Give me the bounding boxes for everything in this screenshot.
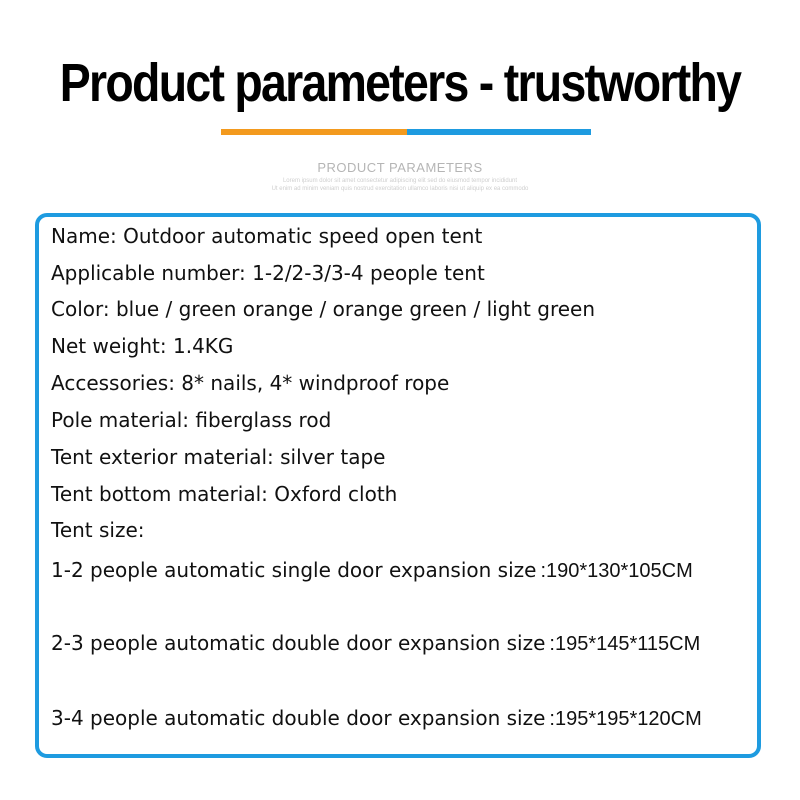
param-name: Name: Outdoor automatic speed open tent <box>51 224 483 248</box>
param-accessories: Accessories: 8* nails, 4* windproof rope <box>51 371 450 395</box>
size-value: :190*130*105CM <box>540 560 693 582</box>
param-pole-material: Pole material: fiberglass rod <box>51 408 332 432</box>
param-bottom-material: Tent bottom material: Oxford cloth <box>51 482 398 506</box>
param-net-weight: Net weight: 1.4KG <box>51 334 234 358</box>
size-row-2-3 <box>51 631 700 656</box>
fine-print-line-2: Ut enim ad minim veniam quis nostrud exercitation ullamco laboris nisi ut aliquip ex ea commodo <box>271 186 529 192</box>
param-applicable-number: Applicable number: 1-2/2-3/3-4 people tent <box>51 261 485 285</box>
page-title: Product parameters - trustworthy <box>59 53 741 113</box>
size-label: 2-3 people automatic double door expansion size <box>51 631 546 655</box>
size-row-3-4 <box>51 706 702 731</box>
size-value: :195*195*120CM <box>549 708 702 730</box>
size-row-1-2 <box>51 558 693 583</box>
divider-blue <box>407 129 591 135</box>
param-tent-size-heading: Tent size: <box>51 518 145 542</box>
size-label: 1-2 people automatic single door expansion size <box>51 558 537 582</box>
section-subtitle: PRODUCT PARAMETERS <box>317 160 483 175</box>
size-value: :195*145*115CM <box>549 633 701 655</box>
size-label: 3-4 people automatic double door expansion size <box>51 706 546 730</box>
param-color: Color: blue / green orange / orange green / light green <box>51 297 596 321</box>
param-exterior-material: Tent exterior material: silver tape <box>51 445 386 469</box>
divider-orange <box>221 129 407 135</box>
fine-print-line-1: Lorem ipsum dolor sit amet consectetur adipiscing elit sed do eiusmod tempor incididunt <box>282 178 518 184</box>
